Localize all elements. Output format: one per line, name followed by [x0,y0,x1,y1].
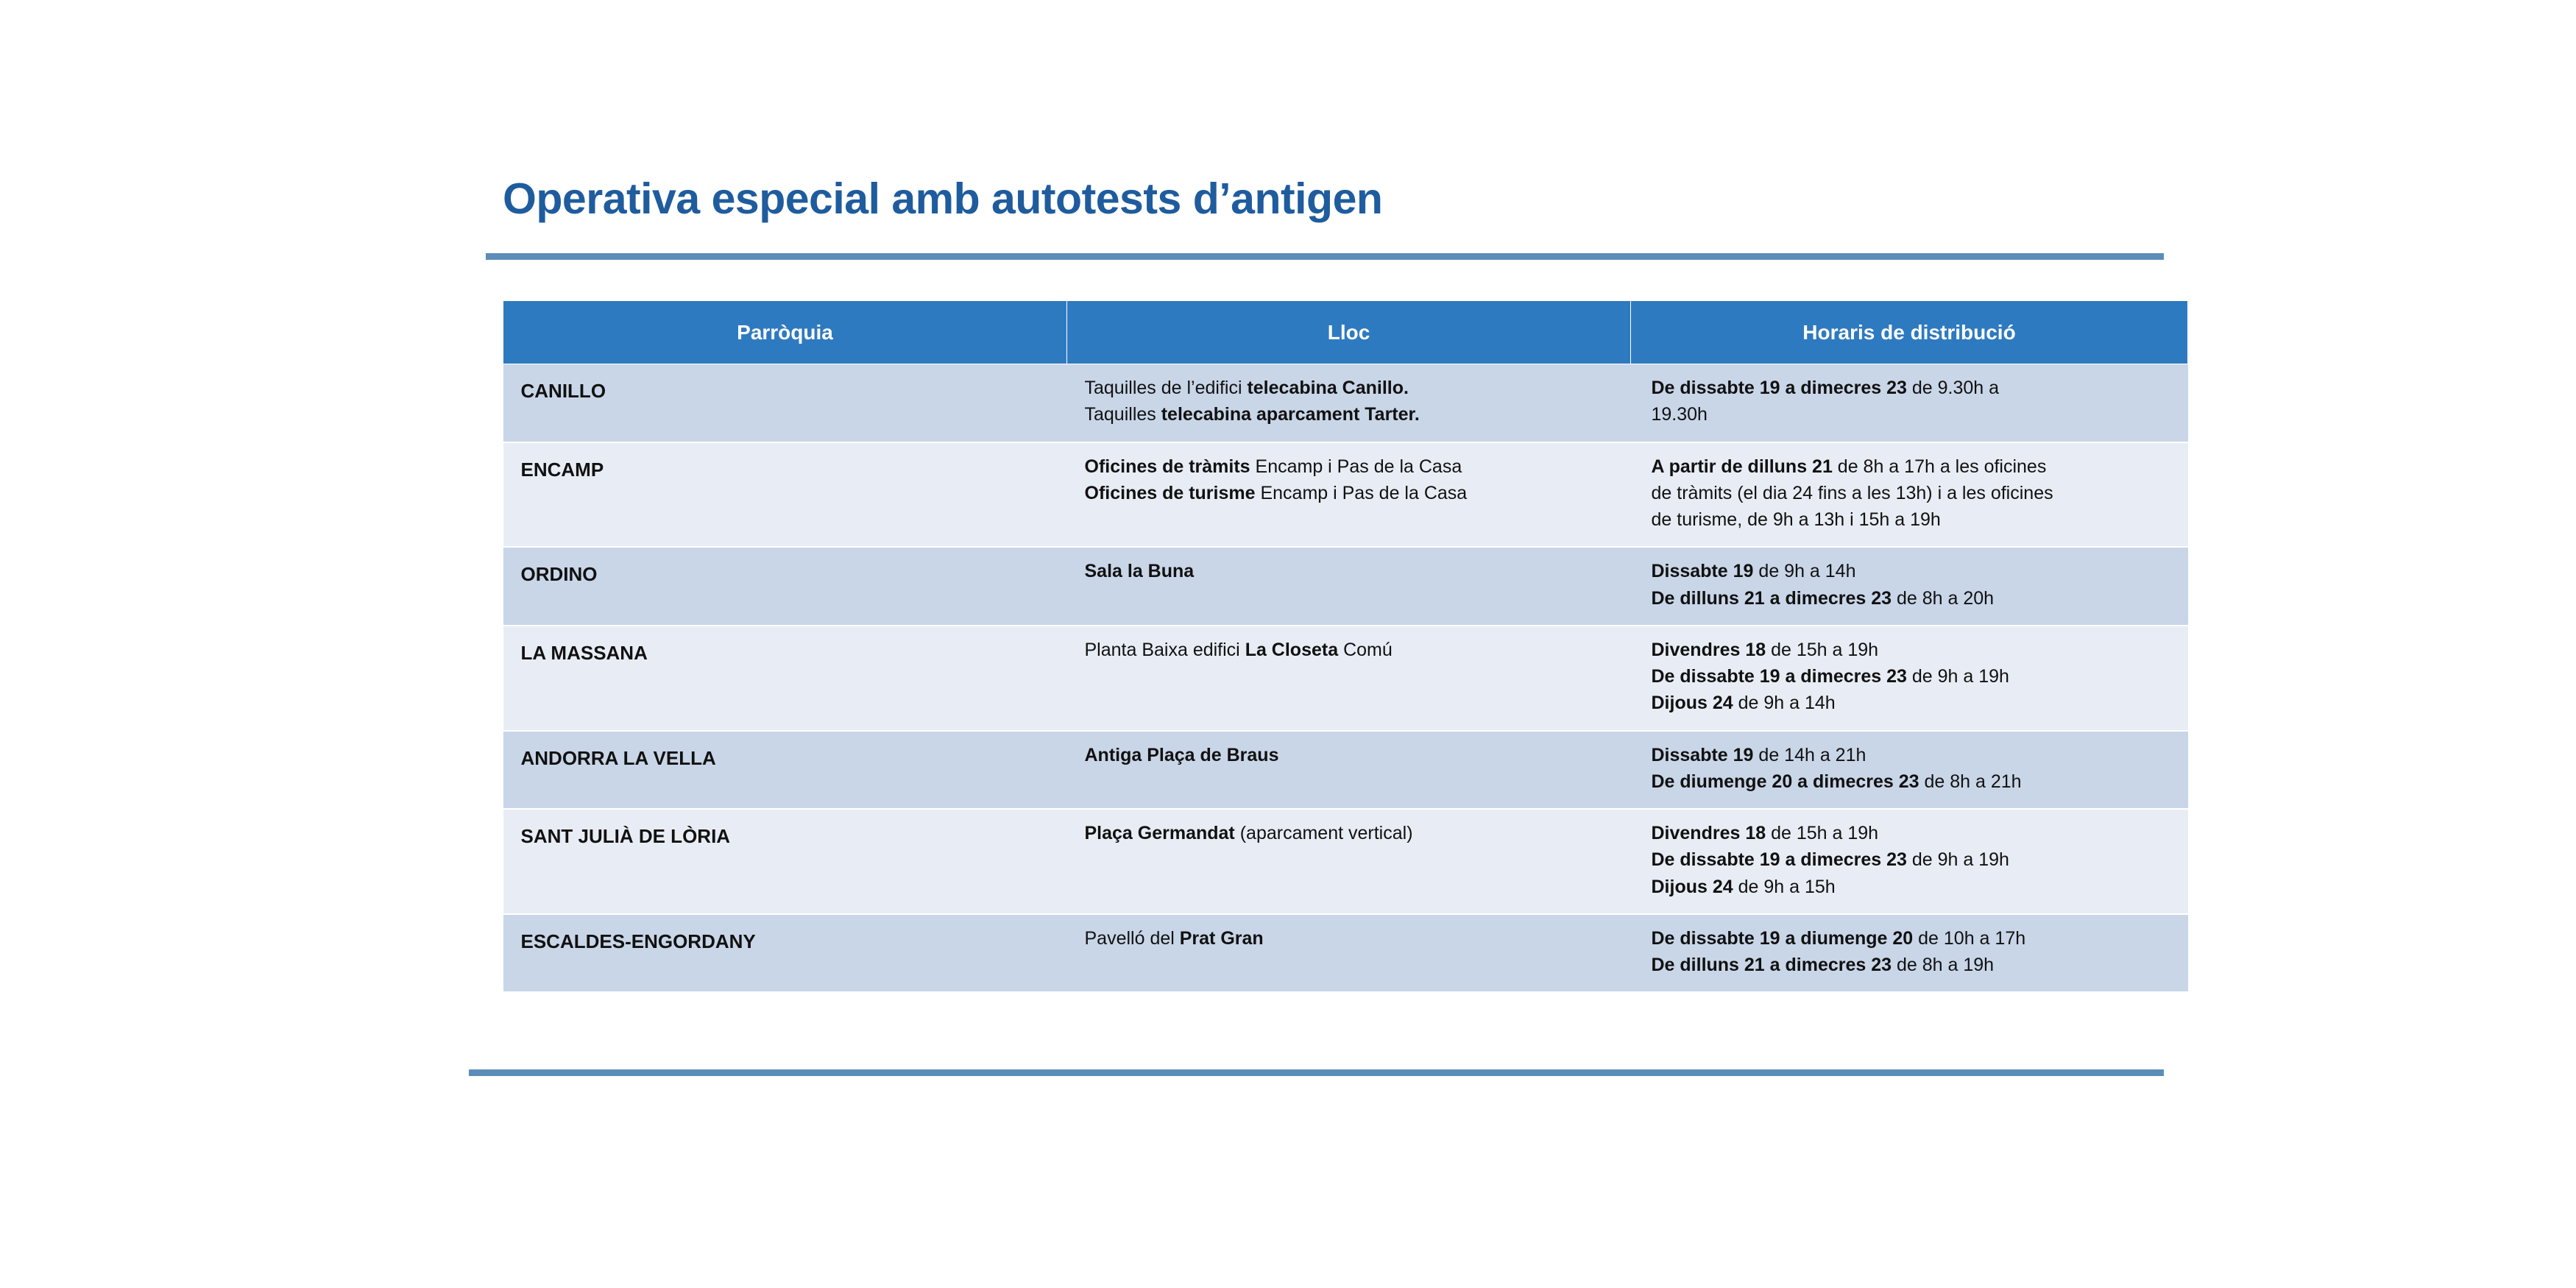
text-strong: De dissabte 19 a dimecres 23 [1651,378,1907,398]
column-header-horaris: Horaris de distribució [1631,301,2188,364]
cell-lloc [1067,731,1631,810]
title-divider-top [486,253,2164,260]
column-header-parroquia: Parròquia [503,301,1067,364]
table-header [503,301,2188,364]
table-row [503,626,2188,731]
text-strong: Divendres 18 [1651,823,1766,843]
cell-parroquia: CANILLO [503,364,1067,442]
cell-horaris [1631,731,2188,810]
cell-parroquia: ANDORRA LA VELLA [503,731,1067,810]
cell-horaris-line [1652,874,2170,900]
text-plain: de 9.30h a [1906,378,2000,398]
cell-horaris-line [1652,453,2170,480]
text-strong: De dissabte 19 a diumenge 20 [1651,927,1914,949]
text-plain: (aparcament vertical) [1234,823,1413,843]
text-plain: de 9h a 14h [1733,693,1836,714]
cell-lloc [1067,442,1631,548]
cell-horaris-line [1652,768,2170,795]
text-strong: Dissabte 19 [1651,561,1754,582]
cell-horaris [1631,442,2188,548]
cell-lloc-line [1085,401,1613,428]
text-plain: de 9h a 14h [1753,561,1856,582]
text-strong: De dissabte 19 a dimecres 23 [1651,849,1907,871]
cell-lloc-line [1085,820,1613,846]
text-strong: A partir de dilluns 21 [1651,456,1833,477]
text-strong: De dilluns 21 a dimecres 23 [1651,587,1892,609]
cell-parroquia: ESCALDES-ENGORDANY [503,914,1067,993]
cell-horaris-line [1652,375,2170,401]
cell-parroquia: LA MASSANA [503,626,1067,731]
text-plain: de tràmits (el dia 24 fins a les 13h) i a les oficines [1651,482,2053,503]
cell-lloc [1067,547,1631,626]
cell-lloc-line [1085,742,1613,768]
cell-horaris-line [1652,506,2170,533]
text-plain: de 8h a 20h [1892,587,1995,609]
text-strong: De dilluns 21 a dimecres 23 [1651,955,1892,975]
text-strong: Oficines de turisme [1084,482,1256,503]
cell-lloc [1067,626,1631,731]
text-plain: de 8h a 19h [1892,955,1995,975]
cell-lloc [1067,364,1631,442]
text-strong: Plaça Germandat [1084,823,1235,843]
cell-horaris [1631,364,2188,442]
text-plain: de 9h a 19h [1906,849,2009,871]
table-body [503,364,2188,993]
text-strong: telecabina Canillo. [1247,378,1409,398]
text-plain: Pavelló del [1084,927,1180,949]
cell-horaris [1631,809,2188,914]
cell-parroquia: SANT JULIÀ DE LÒRIA [503,809,1067,914]
column-header-lloc: Lloc [1067,301,1631,364]
text-strong: Divendres 18 [1651,639,1766,660]
cell-horaris-line [1652,742,2170,768]
text-strong: Sala la Buna [1084,561,1195,582]
table-row [503,809,2188,914]
text-plain: de 9h a 15h [1733,876,1836,897]
text-plain: de 8h a 21h [1919,771,2022,792]
cell-horaris [1631,626,2188,731]
cell-horaris [1631,914,2188,993]
cell-lloc [1067,809,1631,914]
cell-horaris-line [1652,663,2170,690]
cell-lloc-line [1085,375,1613,401]
footer-divider-bottom [469,1069,2164,1076]
text-plain: de turisme, de 9h a 13h i 15h a 19h [1651,509,1941,530]
table-row [503,731,2188,810]
text-strong: Antiga Plaça de Braus [1084,744,1279,765]
text-plain: Encamp i Pas de la Casa [1250,456,1462,477]
cell-horaris-line [1652,820,2170,846]
text-plain: Taquilles de l’edifici [1084,378,1248,398]
cell-lloc-line [1085,637,1613,663]
text-plain: Taquilles [1084,404,1161,425]
cell-horaris-line [1652,690,2170,716]
page-title: Operativa especial amb autotests d’antigen [503,174,1383,223]
text-plain: de 8h a 17h a les oficines [1832,456,2047,477]
text-plain: de 15h a 19h [1766,639,1879,660]
cell-horaris-line [1652,637,2170,663]
cell-parroquia: ENCAMP [503,442,1067,548]
text-plain: Planta Baixa edifici [1084,639,1245,660]
text-strong: Oficines de tràmits [1084,456,1250,477]
cell-horaris-line [1652,925,2170,952]
cell-lloc [1067,914,1631,993]
cell-parroquia: ORDINO [503,547,1067,626]
text-plain: de 9h a 19h [1906,666,2009,687]
cell-lloc-line [1085,480,1613,506]
text-strong: La Closeta [1245,639,1339,660]
table-row [503,547,2188,626]
text-strong: Prat Gran [1179,927,1264,949]
table-header-row [503,301,2188,364]
cell-horaris-line [1652,846,2170,873]
text-strong: Dissabte 19 [1651,744,1754,765]
cell-horaris [1631,547,2188,626]
text-plain: Encamp i Pas de la Casa [1255,482,1468,503]
distribution-schedule-table [503,300,2188,993]
cell-horaris-line [1652,585,2170,612]
text-strong: Dijous 24 [1651,693,1733,714]
table-row [503,442,2188,548]
cell-horaris-line [1652,480,2170,506]
cell-horaris-line [1652,401,2170,428]
text-plain: de 14h a 21h [1753,744,1866,765]
text-strong: De diumenge 20 a dimecres 23 [1651,771,1919,792]
cell-horaris-line [1652,558,2170,584]
table-row [503,364,2188,442]
text-strong: Dijous 24 [1651,876,1733,897]
text-strong: telecabina aparcament Tarter. [1161,404,1420,425]
cell-lloc-line [1085,453,1613,480]
table-row [503,914,2188,993]
text-plain: 19.30h [1651,404,1708,425]
cell-lloc-line [1085,558,1613,584]
text-plain: de 10h a 17h [1913,927,2026,949]
text-plain: de 15h a 19h [1766,823,1879,843]
text-plain: Comú [1338,639,1393,660]
footer-logo-mask [469,1076,616,1086]
text-strong: De dissabte 19 a dimecres 23 [1651,666,1907,687]
cell-horaris-line [1652,952,2170,978]
cell-lloc-line [1085,925,1613,952]
